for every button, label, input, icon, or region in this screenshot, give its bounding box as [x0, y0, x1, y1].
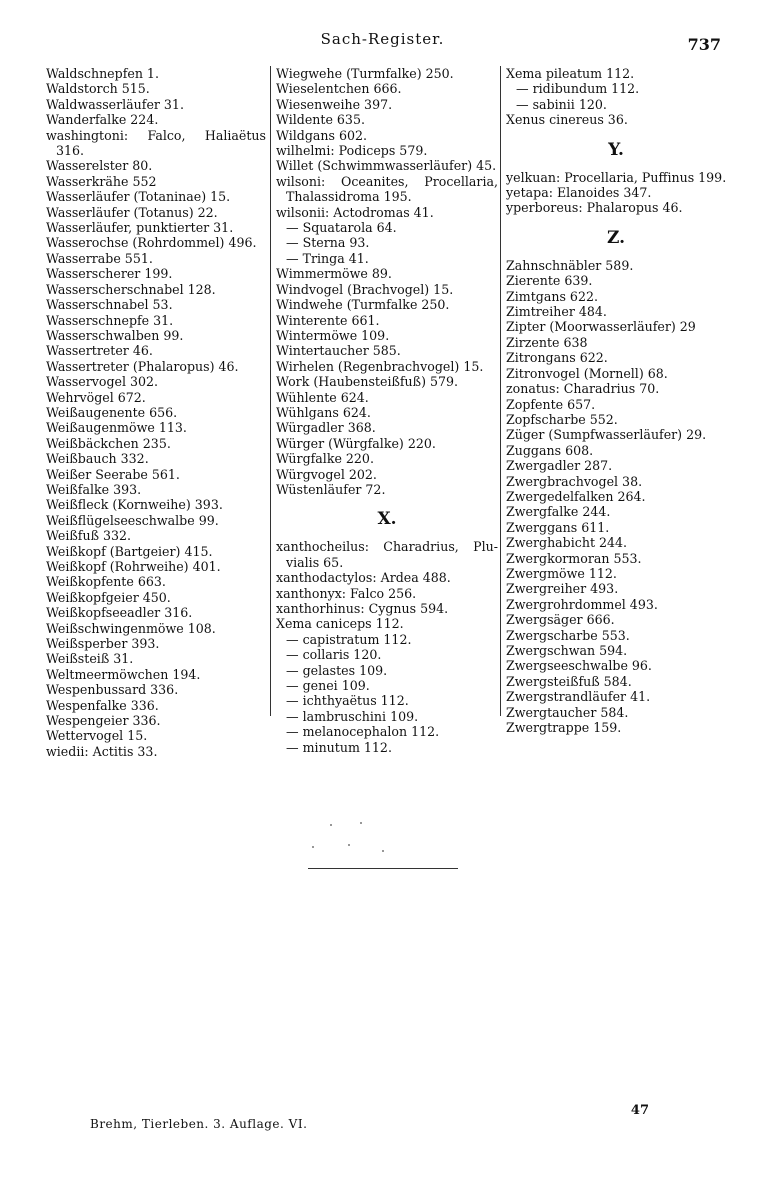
index-entry: Wintermöwe 109.: [276, 327, 390, 343]
index-entry: Weißfalke 393.: [46, 481, 142, 497]
index-entry: Wühlente 624.: [276, 389, 369, 405]
index-entry: Zwergtrappe 159.: [506, 720, 622, 736]
column-rule: [500, 66, 501, 716]
index-entry: Willet (Schwimmwasserläufer) 45.: [276, 158, 497, 174]
index-entry: Zwergadler 287.: [506, 458, 613, 474]
index-entry: Weißfleck (Kornweihe) 393.: [46, 497, 223, 513]
index-entry: Wasserelster 80.: [46, 158, 153, 174]
index-entry: Wirhelen (Regenbrachvogel) 15.: [276, 358, 484, 374]
index-entry: Weißkopf (Rohrweihe) 401.: [46, 559, 221, 574]
index-entry: Wiesenweihe 397.: [276, 96, 393, 112]
index-entry: Zuggans 608.: [506, 442, 594, 458]
section-letter: Y.: [608, 139, 624, 160]
index-entry: Zwergscharbe 553.: [506, 627, 630, 643]
index-entry: Wespengeier 336.: [46, 713, 161, 729]
index-entry: Weißaugenente 656.: [46, 404, 178, 420]
index-entry: Windvogel (Brachvogel) 15.: [276, 281, 454, 297]
index-entry: Würgadler 368.: [276, 420, 376, 436]
index-entry-continuation: 316.: [56, 143, 85, 159]
index-entry: wilsonii: Actodromas 41.: [276, 204, 434, 220]
index-column-2: [276, 66, 498, 755]
index-entry: Zwergseeschwalbe 96.: [506, 658, 652, 674]
index-entry: Zitrongans 622.: [506, 350, 608, 366]
index-entry: Wettervogel 15.: [46, 728, 148, 744]
index-entry: xanthorhinus: Cygnus 594.: [276, 601, 449, 616]
index-entry: yperboreus: Phalaropus 46.: [506, 200, 683, 216]
index-entry: Weltmeermöwchen 194.: [46, 666, 201, 682]
index-subentry: — Sterna 93.: [286, 235, 370, 251]
index-entry: Wasserkrähe 552: [46, 173, 157, 189]
index-entry: Wasserläufer, punktierter 31.: [46, 220, 234, 236]
index-subentry: — ridibundum 112.: [516, 81, 640, 97]
index-entry: Weißkopf (Bartgeier) 415.: [46, 543, 213, 559]
index-column-3: [506, 66, 726, 735]
index-entry: Zierente 639.: [506, 273, 593, 289]
index-entry: Weißschwingenmöwe 108.: [46, 620, 216, 636]
index-entry: Weißkopfgeier 450.: [46, 589, 171, 605]
index-entry: Wildgans 602.: [276, 127, 368, 143]
index-entry: Zopfscharbe 552.: [506, 411, 618, 427]
index-subentry: — sabinii 120.: [516, 96, 607, 112]
index-subentry: — gelastes 109.: [286, 662, 388, 678]
end-rule: [308, 868, 458, 869]
print-specks: [300, 820, 420, 860]
index-entry: Wintertaucher 585.: [276, 343, 401, 359]
index-entry: Weißer Seerabe 561.: [46, 466, 180, 482]
index-entry: Zwergsteißfuß 584.: [506, 673, 632, 689]
index-entry: Zwergsäger 666.: [506, 612, 615, 628]
index-entry: Wasserläufer (Totanus) 22.: [46, 204, 218, 220]
index-entry: Wespenfalke 336.: [46, 697, 159, 713]
index-entry: Zwerghabicht 244.: [506, 535, 628, 551]
index-entry-continuation: Thalassidroma 195.: [286, 189, 412, 205]
index-entry: Zwergmöwe 112.: [506, 565, 617, 581]
index-entry: Weißbäckchen 235.: [46, 435, 171, 451]
index-entry: yelkuan: Procellaria, Puffinus 199.: [506, 169, 727, 185]
index-entry: Zwergbrachvogel 38.: [506, 473, 643, 489]
index-entry: Zwergreiher 493.: [506, 581, 619, 597]
index-entry: Zopfente 657.: [506, 396, 596, 412]
index-entry: Winterente 661.: [276, 312, 380, 328]
index-entry: Wasserschnabel 53.: [46, 297, 173, 313]
index-entry: Xema caniceps 112.: [276, 616, 404, 632]
index-entry: Wasserschnepfe 31.: [46, 312, 174, 328]
index-entry: Würgvogel 202.: [276, 466, 377, 482]
index-entry: Waldstorch 515.: [46, 81, 150, 97]
index-entry: Züger (Sumpfwasserläufer) 29.: [506, 427, 707, 443]
index-entry: yetapa: Elanoides 347.: [506, 185, 652, 201]
index-entry: Wehrvögel 672.: [46, 389, 146, 405]
index-entry: wilsoni: Oceanites, Procellaria,: [276, 173, 498, 189]
index-entry: Work (Haubensteißfuß) 579.: [276, 374, 459, 390]
index-entry: Wanderfalke 224.: [46, 112, 159, 128]
index-entry: Wieselentchen 666.: [276, 81, 402, 97]
index-entry: Würger (Würgfalke) 220.: [276, 435, 436, 451]
index-subentry: — minutum 112.: [286, 739, 392, 755]
index-entry: Zwergrohrdommel 493.: [506, 596, 658, 612]
index-entry: Zimtgans 622.: [506, 288, 598, 304]
index-entry: Wasserläufer (Totaninae) 15.: [46, 189, 231, 205]
index-entry: Zwergtaucher 584.: [506, 704, 629, 720]
index-subentry: — lambruschini 109.: [286, 708, 419, 724]
index-entry: Zitronvogel (Mornell) 68.: [506, 365, 668, 381]
index-entry: Wasserscherschnabel 128.: [46, 281, 216, 297]
index-entry: Wasserochse (Rohrdommel) 496.: [46, 235, 257, 251]
index-subentry: — Tringa 41.: [286, 250, 369, 266]
index-entry: Wassertreter (Phalaropus) 46.: [46, 358, 239, 374]
index-entry: Wespenbussard 336.: [46, 682, 179, 698]
index-subentry: — melanocephalon 112.: [286, 724, 440, 740]
index-entry-continuation: vialis 65.: [286, 554, 344, 570]
index-entry: zonatus: Charadrius 70.: [506, 381, 660, 397]
index-entry: Wasserschwalben 99.: [46, 327, 184, 343]
index-subentry: — ichthyaëtus 112.: [286, 693, 409, 709]
index-entry: Weißkopfseeadler 316.: [46, 605, 193, 621]
index-entry: Wasservogel 302.: [46, 374, 159, 390]
index-entry: wilhelmi: Podiceps 579.: [276, 143, 428, 159]
page-number: 737: [687, 35, 721, 54]
index-entry: Würgfalke 220.: [276, 451, 374, 467]
index-entry: Weißfuß 332.: [46, 528, 132, 544]
index-entry: Windwehe (Turmfalke 250.: [276, 297, 450, 313]
index-entry: xanthocheilus: Charadrius, Plu-: [276, 539, 498, 555]
index-entry: washingtoni: Falco, Haliaëtus: [46, 127, 266, 143]
index-entry: Zirzente 638: [506, 334, 588, 350]
index-column-1: [46, 66, 266, 759]
index-entry: Wimmermöwe 89.: [276, 266, 392, 282]
index-subentry: — genei 109.: [286, 678, 370, 694]
running-head: Sach-Register.: [320, 30, 445, 48]
index-entry: Zwergstrandläufer 41.: [506, 689, 651, 705]
index-entry: Zimtreiher 484.: [506, 304, 607, 320]
index-entry: Zwergfalke 244.: [506, 504, 611, 520]
index-entry: Wühlgans 624.: [276, 404, 371, 420]
index-entry: Weißsperber 393.: [46, 636, 160, 652]
index-entry: Zwergkormoran 553.: [506, 550, 642, 566]
index-entry: xanthodactylos: Ardea 488.: [276, 570, 451, 586]
index-subentry: — Squatarola 64.: [286, 220, 397, 236]
index-entry: Waldwasserläufer 31.: [46, 96, 184, 112]
index-entry: Zwerggans 611.: [506, 519, 610, 535]
index-subentry: — collaris 120.: [286, 647, 382, 663]
index-entry: Wassertreter 46.: [46, 343, 153, 359]
index-entry: Weißflügelseeschwalbe 99.: [46, 512, 219, 528]
index-entry: Waldschnepfen 1.: [46, 66, 159, 81]
index-entry: xanthonyx: Falco 256.: [276, 585, 417, 601]
index-entry: Zwergedelfalken 264.: [506, 488, 646, 504]
index-entry: Weißkopfente 663.: [46, 574, 166, 590]
index-entry: Wasserscherer 199.: [46, 266, 173, 282]
index-entry: Zwergschwan 594.: [506, 643, 628, 658]
index-entry: Wiegwehe (Turmfalke) 250.: [276, 66, 454, 81]
index-entry: Weißsteiß 31.: [46, 651, 134, 667]
index-entry: Zahnschnäbler 589.: [506, 257, 634, 273]
index-entry: Wüstenläufer 72.: [276, 481, 386, 497]
index-entry: wiedii: Actitis 33.: [46, 743, 158, 759]
section-letter: X.: [377, 509, 397, 530]
index-subentry: — capistratum 112.: [286, 631, 412, 647]
signature-mark: 47: [630, 1103, 649, 1118]
index-entry: Zipter (Moorwasserläufer) 29: [506, 319, 696, 335]
index-entry: Wildente 635.: [276, 112, 365, 128]
index-entry: Wasserrabe 551.: [46, 250, 153, 266]
column-rule: [270, 66, 271, 716]
index-entry: Weißaugenmöwe 113.: [46, 420, 187, 436]
index-entry: Xenus cinereus 36.: [506, 112, 628, 128]
section-letter: Z.: [606, 227, 626, 248]
index-entry: Weißbauch 332.: [46, 451, 149, 467]
footer-imprint: Brehm, Tierleben. 3. Auflage. VI.: [90, 1117, 308, 1131]
index-entry: Xema pileatum 112.: [506, 66, 635, 81]
